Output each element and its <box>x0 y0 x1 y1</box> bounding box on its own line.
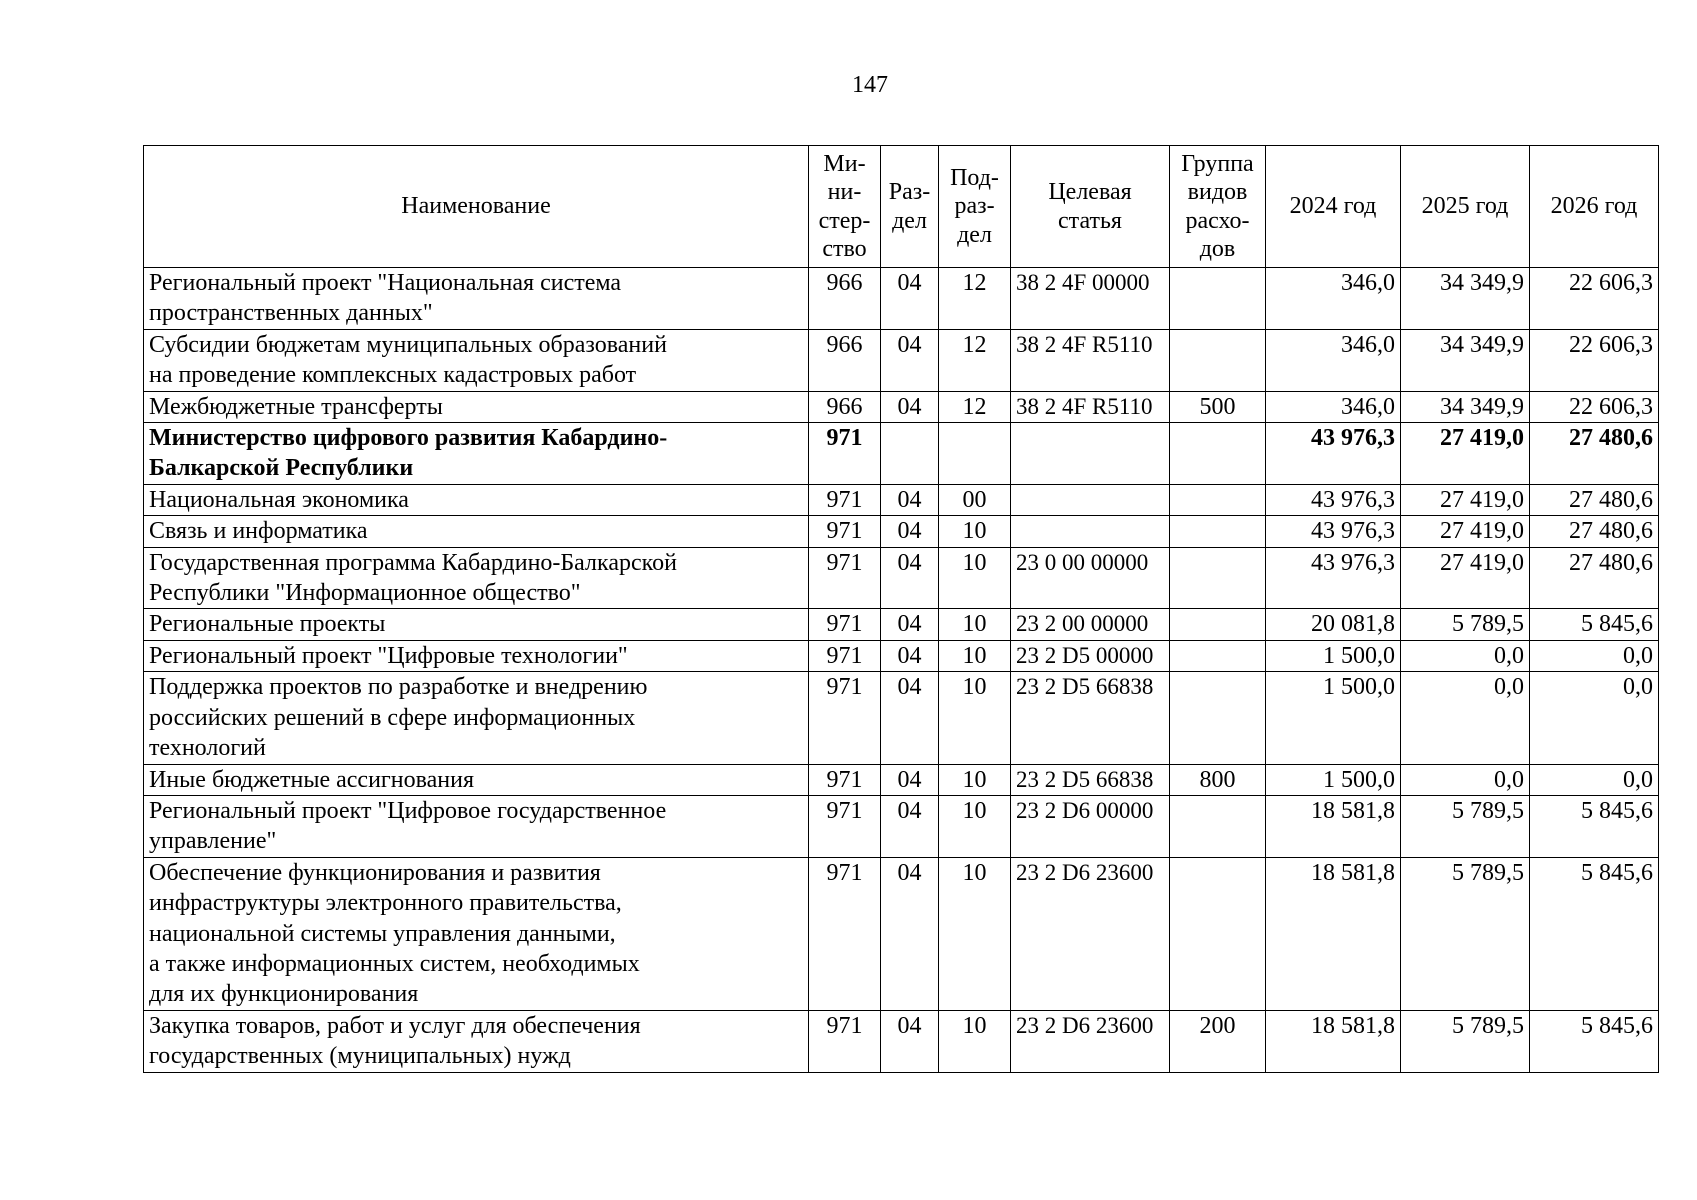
cell-2025: 5 789,5 <box>1401 857 1530 1010</box>
cell-2025: 0,0 <box>1401 672 1530 764</box>
header-name: Наименование <box>144 146 809 268</box>
cell-ministry: 971 <box>809 795 881 857</box>
cell-name: Иные бюджетные ассигнования <box>144 764 809 795</box>
cell-ministry: 966 <box>809 268 881 330</box>
cell-2026: 5 845,6 <box>1530 857 1659 1010</box>
cell-section: 04 <box>881 329 939 391</box>
cell-name: Межбюджетные трансферты <box>144 391 809 422</box>
cell-2024: 20 081,8 <box>1266 609 1401 640</box>
cell-2024: 346,0 <box>1266 329 1401 391</box>
cell-subsection: 10 <box>939 857 1011 1010</box>
cell-2025: 27 419,0 <box>1401 423 1530 485</box>
cell-target: 38 2 4F R5110 <box>1011 329 1170 391</box>
cell-ministry: 971 <box>809 1010 881 1072</box>
cell-target: 23 0 00 00000 <box>1011 547 1170 609</box>
cell-name: Региональный проект "Цифровые технологии" <box>144 640 809 671</box>
header-section: Раз- дел <box>881 146 939 268</box>
cell-2024: 1 500,0 <box>1266 764 1401 795</box>
cell-2025: 34 349,9 <box>1401 391 1530 422</box>
cell-section: 04 <box>881 1010 939 1072</box>
cell-2025: 34 349,9 <box>1401 268 1530 330</box>
cell-name: Национальная экономика <box>144 484 809 515</box>
cell-2025: 27 419,0 <box>1401 484 1530 515</box>
cell-section: 04 <box>881 672 939 764</box>
cell-ministry: 971 <box>809 857 881 1010</box>
cell-2024: 18 581,8 <box>1266 1010 1401 1072</box>
table-row <box>144 640 1659 671</box>
cell-section: 04 <box>881 609 939 640</box>
cell-target: 23 2 D5 66838 <box>1011 672 1170 764</box>
header-target: Целевая статья <box>1011 146 1170 268</box>
cell-subsection: 12 <box>939 329 1011 391</box>
cell-target <box>1011 484 1170 515</box>
cell-ministry: 971 <box>809 609 881 640</box>
cell-group: 500 <box>1170 391 1266 422</box>
cell-section: 04 <box>881 391 939 422</box>
header-ministry: Ми- ни- стер- ство <box>809 146 881 268</box>
cell-section <box>881 423 939 485</box>
cell-subsection: 00 <box>939 484 1011 515</box>
cell-subsection: 10 <box>939 672 1011 764</box>
cell-2024: 1 500,0 <box>1266 640 1401 671</box>
cell-2024: 346,0 <box>1266 391 1401 422</box>
cell-target: 23 2 D6 23600 <box>1011 1010 1170 1072</box>
table-row <box>144 484 1659 515</box>
cell-target: 23 2 D5 00000 <box>1011 640 1170 671</box>
cell-group <box>1170 672 1266 764</box>
table-row <box>144 672 1659 764</box>
cell-group <box>1170 329 1266 391</box>
cell-target <box>1011 516 1170 547</box>
cell-2024: 18 581,8 <box>1266 795 1401 857</box>
cell-ministry: 971 <box>809 547 881 609</box>
cell-target <box>1011 423 1170 485</box>
cell-name: Субсидии бюджетам муниципальных образований на проведение комплексных кадастровых работ <box>144 329 809 391</box>
cell-2025: 5 789,5 <box>1401 1010 1530 1072</box>
cell-2026: 27 480,6 <box>1530 547 1659 609</box>
cell-2026: 0,0 <box>1530 764 1659 795</box>
table-row <box>144 857 1659 1010</box>
cell-2025: 5 789,5 <box>1401 795 1530 857</box>
cell-subsection: 10 <box>939 795 1011 857</box>
cell-target: 23 2 D6 00000 <box>1011 795 1170 857</box>
cell-subsection: 10 <box>939 764 1011 795</box>
cell-group <box>1170 516 1266 547</box>
cell-target: 23 2 D6 23600 <box>1011 857 1170 1010</box>
cell-2024: 43 976,3 <box>1266 484 1401 515</box>
table-row <box>144 547 1659 609</box>
cell-name: Связь и информатика <box>144 516 809 547</box>
cell-2026: 5 845,6 <box>1530 1010 1659 1072</box>
cell-2026: 0,0 <box>1530 640 1659 671</box>
cell-name: Поддержка проектов по разработке и внедрению российских решений в сфере информационных технологий <box>144 672 809 764</box>
table-row <box>144 516 1659 547</box>
cell-target: 38 2 4F R5110 <box>1011 391 1170 422</box>
cell-group <box>1170 423 1266 485</box>
cell-2024: 1 500,0 <box>1266 672 1401 764</box>
cell-subsection <box>939 423 1011 485</box>
cell-section: 04 <box>881 484 939 515</box>
cell-group <box>1170 857 1266 1010</box>
cell-group: 800 <box>1170 764 1266 795</box>
cell-2024: 18 581,8 <box>1266 857 1401 1010</box>
table-row <box>144 1010 1659 1072</box>
cell-name: Обеспечение функционирования и развития инфраструктуры электронного правительства, национальной системы управления данными, а также информационных систем, необходимых для их функционирования <box>144 857 809 1010</box>
cell-2026: 5 845,6 <box>1530 609 1659 640</box>
cell-name: Региональный проект "Национальная система пространственных данных" <box>144 268 809 330</box>
cell-name: Региональный проект "Цифровое государственное управление" <box>144 795 809 857</box>
cell-2026: 5 845,6 <box>1530 795 1659 857</box>
cell-2026: 27 480,6 <box>1530 484 1659 515</box>
cell-2026: 22 606,3 <box>1530 268 1659 330</box>
cell-subsection: 10 <box>939 640 1011 671</box>
cell-section: 04 <box>881 640 939 671</box>
cell-2025: 27 419,0 <box>1401 516 1530 547</box>
cell-group <box>1170 640 1266 671</box>
cell-name: Государственная программа Кабардино-Балкарской Республики "Информационное общество" <box>144 547 809 609</box>
header-2025: 2025 год <box>1401 146 1530 268</box>
cell-ministry: 971 <box>809 764 881 795</box>
cell-group <box>1170 484 1266 515</box>
cell-subsection: 12 <box>939 391 1011 422</box>
cell-subsection: 12 <box>939 268 1011 330</box>
cell-2024: 346,0 <box>1266 268 1401 330</box>
table-row <box>144 391 1659 422</box>
cell-group <box>1170 547 1266 609</box>
header-2024: 2024 год <box>1266 146 1401 268</box>
page-number: 147 <box>852 72 888 98</box>
cell-section: 04 <box>881 268 939 330</box>
cell-target: 38 2 4F 00000 <box>1011 268 1170 330</box>
cell-2024: 43 976,3 <box>1266 423 1401 485</box>
cell-group <box>1170 268 1266 330</box>
cell-section: 04 <box>881 795 939 857</box>
cell-ministry: 966 <box>809 391 881 422</box>
cell-ministry: 971 <box>809 484 881 515</box>
cell-2026: 22 606,3 <box>1530 329 1659 391</box>
cell-target: 23 2 D5 66838 <box>1011 764 1170 795</box>
header-subsection: Под- раз- дел <box>939 146 1011 268</box>
cell-2025: 34 349,9 <box>1401 329 1530 391</box>
header-2026: 2026 год <box>1530 146 1659 268</box>
cell-section: 04 <box>881 857 939 1010</box>
cell-2025: 0,0 <box>1401 764 1530 795</box>
cell-2024: 43 976,3 <box>1266 516 1401 547</box>
cell-subsection: 10 <box>939 516 1011 547</box>
cell-ministry: 971 <box>809 516 881 547</box>
cell-ministry: 971 <box>809 640 881 671</box>
cell-subsection: 10 <box>939 547 1011 609</box>
header-row <box>144 146 1659 268</box>
cell-subsection: 10 <box>939 1010 1011 1072</box>
cell-ministry: 966 <box>809 329 881 391</box>
cell-2026: 22 606,3 <box>1530 391 1659 422</box>
budget-table <box>143 145 1659 1073</box>
cell-group <box>1170 795 1266 857</box>
cell-name: Закупка товаров, работ и услуг для обеспечения государственных (муниципальных) нужд <box>144 1010 809 1072</box>
cell-2026: 27 480,6 <box>1530 423 1659 485</box>
cell-name: Региональные проекты <box>144 609 809 640</box>
cell-name: Министерство цифрового развития Кабардино- Балкарской Республики <box>144 423 809 485</box>
table-body <box>144 268 1659 1073</box>
cell-section: 04 <box>881 764 939 795</box>
cell-ministry: 971 <box>809 423 881 485</box>
cell-ministry: 971 <box>809 672 881 764</box>
cell-2025: 5 789,5 <box>1401 609 1530 640</box>
table-row <box>144 268 1659 330</box>
cell-2026: 27 480,6 <box>1530 516 1659 547</box>
cell-subsection: 10 <box>939 609 1011 640</box>
header-group: Группа видов расхо- дов <box>1170 146 1266 268</box>
table-row <box>144 764 1659 795</box>
cell-2024: 43 976,3 <box>1266 547 1401 609</box>
cell-group: 200 <box>1170 1010 1266 1072</box>
cell-2025: 27 419,0 <box>1401 547 1530 609</box>
cell-section: 04 <box>881 516 939 547</box>
table-row <box>144 423 1659 485</box>
cell-group <box>1170 609 1266 640</box>
cell-2026: 0,0 <box>1530 672 1659 764</box>
cell-section: 04 <box>881 547 939 609</box>
cell-target: 23 2 00 00000 <box>1011 609 1170 640</box>
cell-2025: 0,0 <box>1401 640 1530 671</box>
table-row <box>144 795 1659 857</box>
table-row <box>144 329 1659 391</box>
table-row <box>144 609 1659 640</box>
